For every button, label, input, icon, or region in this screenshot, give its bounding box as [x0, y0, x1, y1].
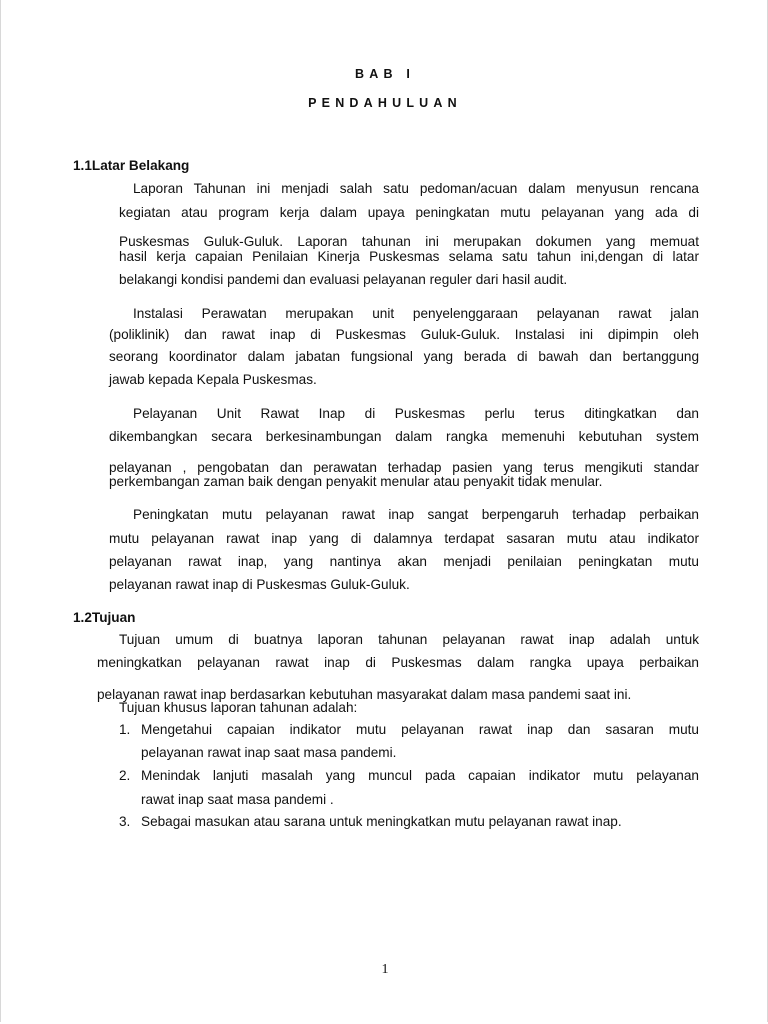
page-number: 1 — [381, 962, 389, 977]
paragraph-line: Laporan Tahunan ini menjadi salah satu pedoman/acuan dalam menyusun rencana — [133, 181, 699, 196]
paragraph-line: mutu pelayanan rawat inap yang di dalamnya terdapat sasaran mutu atau indikator — [109, 531, 699, 546]
chapter-title: PENDAHULUAN — [308, 96, 462, 110]
paragraph-line: Puskesmas Guluk-Guluk. Laporan tahunan ini merupakan dokumen yang memuat — [119, 234, 699, 249]
list-item-line: Menindak lanjuti masalah yang muncul pada capaian indikator mutu pelayanan — [141, 768, 699, 783]
paragraph-line: pelayanan rawat inap di Puskesmas Guluk-Guluk. — [109, 577, 410, 592]
paragraph-line: hasil kerja capaian Penilaian Kinerja Puskesmas selama satu tahun ini,dengan di latar — [119, 249, 699, 264]
list-item-line: Mengetahui capaian indikator mutu pelayanan rawat inap dan sasaran mutu — [141, 722, 699, 737]
paragraph-line: pelayanan rawat inap berdasarkan kebutuhan masyarakat dalam masa pandemi saat ini. — [97, 687, 632, 702]
paragraph-line: belakangi kondisi pandemi dan evaluasi pelayanan reguler dari hasil audit. — [119, 272, 568, 287]
paragraph-line: jawab kepada Kepala Puskesmas. — [109, 372, 317, 387]
paragraph-line: perkembangan zaman baik dengan penyakit menular atau penyakit tidak menular. — [109, 474, 603, 489]
paragraph-line: (poliklinik) dan rawat inap di Puskesmas Guluk-Guluk. Instalasi ini dipimpin oleh — [109, 327, 699, 342]
paragraph-line: pelayanan , pengobatan dan perawatan terhadap pasien yang terus mengikuti standar — [109, 460, 699, 475]
paragraph-line: seorang koordinator dalam jabatan fungsional yang berada di bawah dan bertanggung — [109, 349, 699, 364]
paragraph-line: meningkatkan pelayanan rawat inap di Puskesmas dalam rangka upaya perbaikan — [97, 655, 699, 670]
paragraph-line: Pelayanan Unit Rawat Inap di Puskesmas perlu terus ditingkatkan dan — [133, 406, 699, 421]
list-item-line: pelayanan rawat inap saat masa pandemi. — [141, 745, 397, 760]
section-1-1-title: Latar Belakang — [91, 158, 190, 173]
list-item-line: Sebagai masukan atau sarana untuk meningkatkan mutu pelayanan rawat inap. — [141, 814, 622, 829]
paragraph-line: pelayanan rawat inap, yang nantinya akan menjadi penilaian peningkatan mutu — [109, 554, 699, 569]
paragraph-line: Peningkatan mutu pelayanan rawat inap sangat berpengaruh terhadap perbaikan — [133, 507, 699, 522]
list-item-number: 2. — [119, 768, 131, 783]
paragraph-line: dikembangkan secara berkesinambungan dalam rangka memenuhi kebutuhan system — [109, 429, 699, 444]
section-1-1-heading — [73, 157, 189, 175]
paragraph-line: kegiatan atau program kerja dalam upaya peningkatan mutu pelayanan yang ada di — [119, 205, 699, 220]
list-item-line: rawat inap saat masa pandemi . — [141, 792, 334, 807]
list-item-number: 3. — [119, 814, 131, 829]
list-item-number: 1. — [119, 722, 131, 737]
section-1-2-heading: 1.2Tujuan — [73, 610, 136, 625]
paragraph-line: Instalasi Perawatan merupakan unit penyelenggaraan pelayanan rawat jalan — [133, 306, 699, 321]
section-1-1-number: 1.1 — [73, 158, 92, 173]
chapter-label: BAB I — [354, 67, 416, 81]
paragraph-line: Tujuan umum di buatnya laporan tahunan pelayanan rawat inap adalah untuk — [119, 632, 699, 647]
tujuan-khusus-intro: Tujuan khusus laporan tahunan adalah: — [119, 700, 358, 715]
